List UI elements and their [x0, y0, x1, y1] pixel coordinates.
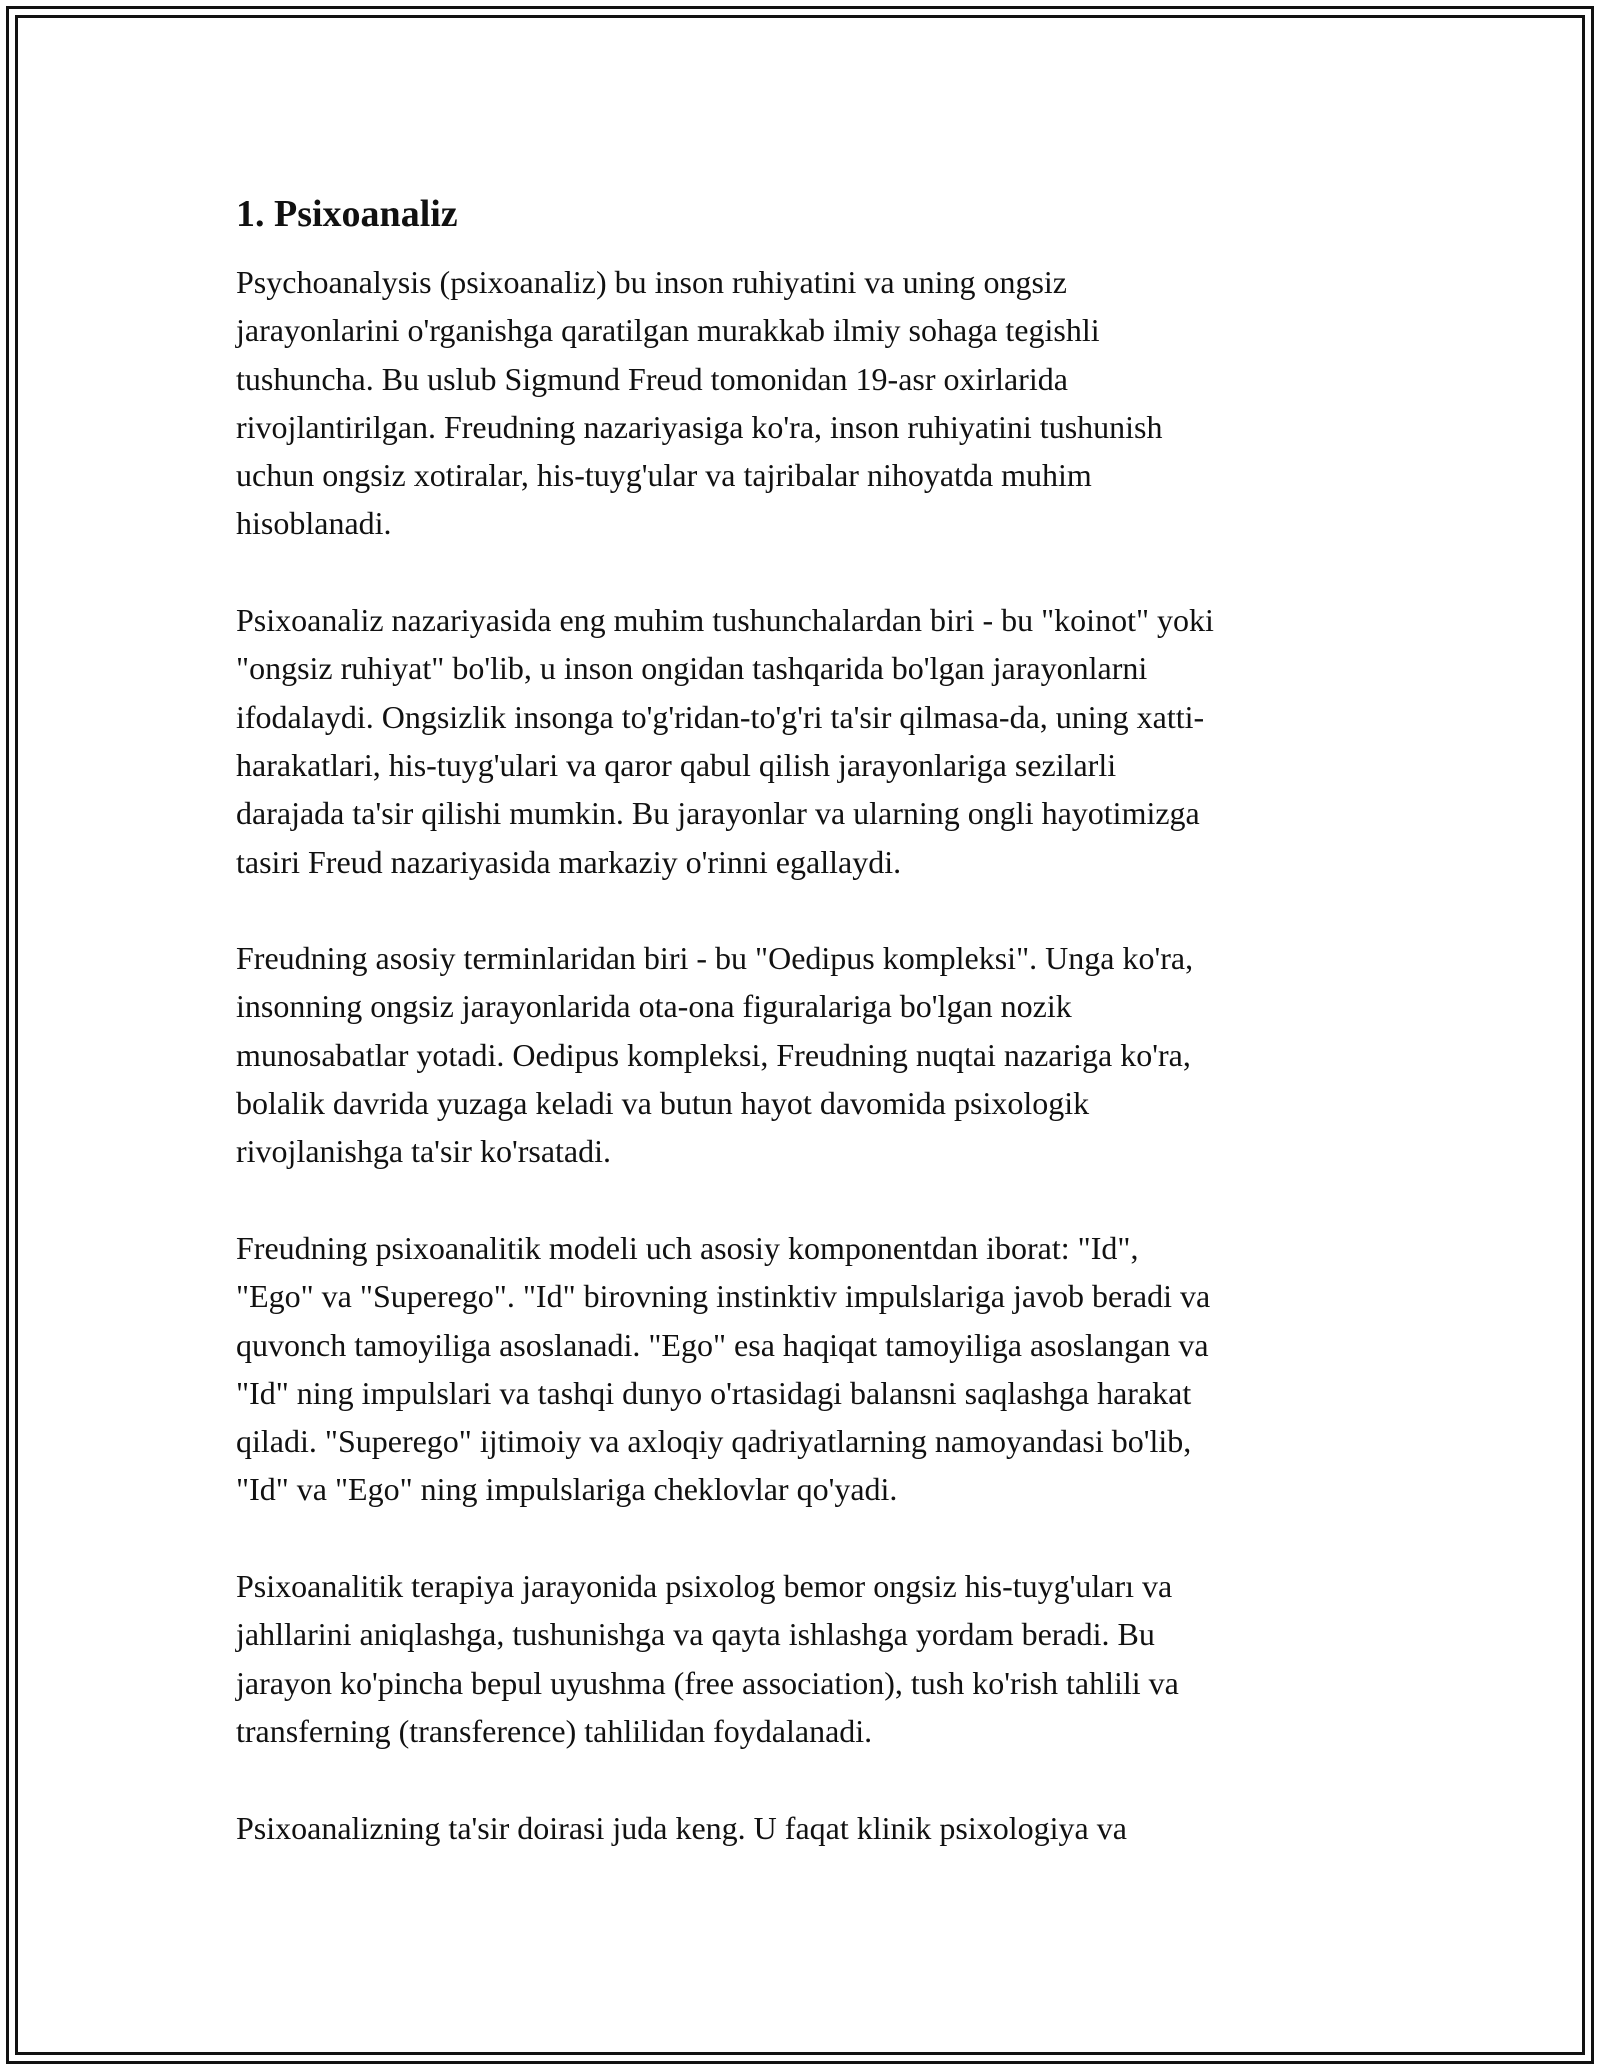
paragraph-intro: Psychoanalysis (psixoanaliz) bu inson ruhiyatini va uning ongsiz jarayonlarini o'rganishga qaratilgan murakkab ilmiy sohaga tegishli tushuncha. Bu uslub Sigmund Freud tomonidan 19-asr oxirlarida rivojlantirilgan. Freudning nazariyasiga ko'ra, inson ruhiyatini tushunish uchun ongsiz xotiralar, his-tuyg'ular va tajribalar nihoyatda muhim hisoblanadi.: [236, 264, 1163, 542]
paragraph-id-ego-superego: Freudning psixoanalitik modeli uch asosiy komponentdan iborat: "Id", "Ego" va "Superego". "Id" birovning instinktiv impulslariga javob beradi va quvonch tamoyiliga asoslanadi. "Ego" esa haqiqat tamoyiliga asoslangan va "Id" ning impulslari va tashqi dunyo o'rtasidagi balansni saqlashga harakat qiladi. "Superego" ijtimoiy va axloqiy qadriyatlarning namoyandasi bo'lib, "Id" va "Ego" ning impulslariga cheklovlar qo'yadi.: [236, 1229, 1211, 1508]
paragraph-oedipus: Freudning asosiy terminlaridan biri - bu "Oedipus kompleksi". Unga ko'ra, insonning ongsiz jarayonlarida ota-ona figuralariga bo'lgan nozik munosabatlar yotadi. Oedipus kompleksi, Freudning nuqtai nazariga ko'ra, bolalik davrida yuzaga keladi va butun hayot davomida psixologik rivojlanishga ta'sir ko'rsatadi.: [236, 940, 1194, 1170]
section-heading: 1. Psixoanaliz: [236, 193, 458, 235]
document-body: [236, 184, 1366, 1900]
paragraph-therapy: Psixoanalitik terapiya jarayonida psixolog bemor ongsiz his-tuyg'uları va jahllarini aniqlashga, tushunishga va qayta ishlashga yordam beradi. Bu jarayon ko'pincha bepul uyushma (free association), tush ko'rish tahlili va transferning (transference) tahlilidan foydalanadi.: [236, 1568, 1179, 1749]
paragraph-influence: Psixoanalizning ta'sir doirasi juda keng. U faqat klinik psixologiya va: [236, 1809, 1127, 1846]
paragraph-unconscious: Psixoanaliz nazariyasida eng muhim tushunchalardan biri - bu "koinot" yoki "ongsiz ruhiyat" bo'lib, u inson ongidan tashqarida bo'lgan jarayonlarni ifodalaydi. Ongsizlik insonga to'g'ridan-to'g'ri ta'sir qilmasa-da, uning xatti- harakatlari, his-tuyg'ulari va qaror qabul qilish jarayonlariga sezilarli darajada ta'sir qilishi mumkin. Bu jarayonlar va ularning ongli hayotimizga tasiri Freud nazariyasida markaziy o'rinni egallaydi.: [236, 602, 1214, 880]
